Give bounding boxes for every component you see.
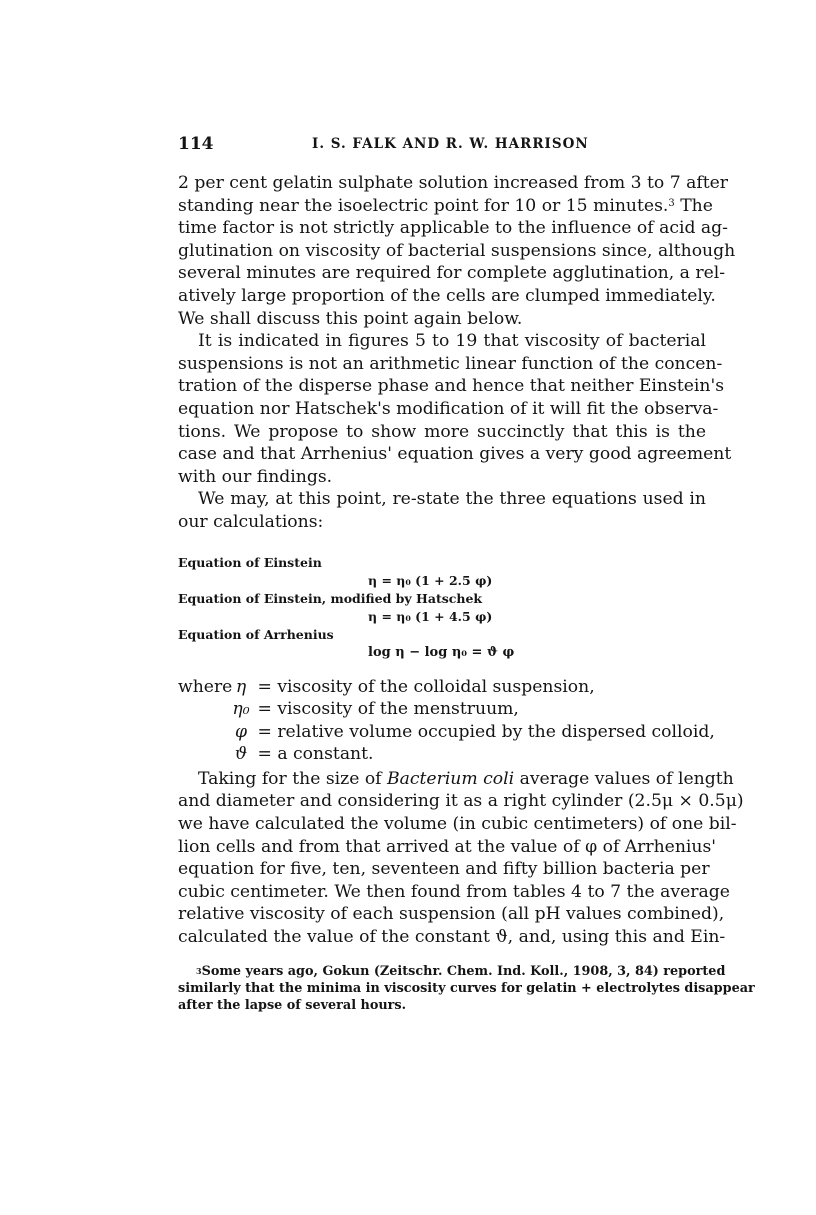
footnote-line: similarly that the minima in viscosity curves for gelatin + electrolytes disappear <box>178 980 755 996</box>
paragraph-4 <box>178 768 744 949</box>
footnote <box>178 963 755 1015</box>
paragraph-3 <box>178 488 706 533</box>
equation-arrhenius: log η − log η₀ = ϑ φ <box>368 644 515 660</box>
footnote-number: 3 <box>196 965 202 976</box>
running-title: I. S. FALK AND R. W. HARRISON <box>312 136 589 152</box>
text-line <box>178 195 713 218</box>
text-line: relative viscosity of each suspension (all pH values combined), <box>178 904 725 925</box>
text-line: equation nor Hatschek's modification of it will fit the observa- <box>178 398 719 419</box>
text-line <box>178 768 734 791</box>
definition-row <box>178 676 706 699</box>
text-line: our calculations: <box>178 511 324 532</box>
page-number: 114 <box>178 134 214 154</box>
text-line: case and that Arrhenius' equation gives a very good agreement <box>178 444 732 465</box>
text-fragment: standing near the isoelectric point for 10 or 15 minutes. <box>178 195 669 216</box>
text-line: We shall discuss this point again below. <box>178 308 523 329</box>
text-line: It is indicated in figures 5 to 19 that viscosity of bacterial <box>198 331 706 352</box>
equation-label-einstein: Equation of Einstein <box>178 554 322 570</box>
text-line: 2 per cent gelatin sulphate solution increased from 3 to 7 after <box>178 173 728 193</box>
text-line: We may, at this point, re-state the three equations used in <box>198 489 706 510</box>
paragraph-1 <box>178 172 736 330</box>
body-text <box>178 172 736 534</box>
equations-block <box>178 554 706 662</box>
text-line: and diameter and considering it as a right cylinder (2.5μ × 0.5μ) <box>178 791 744 812</box>
text-fragment: Some years ago, Gokun (Zeitschr. Chem. Ind. Koll., 1908, 3, 84) reported <box>201 963 726 979</box>
text-line: we have calculated the volume (in cubic centimeters) of one bil- <box>178 814 737 835</box>
text-line: cubic centimeter. We then found from tables 4 to 7 the average <box>178 881 730 902</box>
text-fragment: Taking for the size of <box>198 768 388 789</box>
text-line: glutination on viscosity of bacterial suspensions since, although <box>178 240 736 261</box>
definition-row <box>178 743 706 766</box>
text-fragment: The <box>674 195 713 216</box>
text-line: tration of the disperse phase and hence that neither Einstein's <box>178 376 725 397</box>
page-body <box>178 134 755 1014</box>
text-line: lion cells and from that arrived at the value of φ of Arrhenius' <box>178 836 717 857</box>
symbol-definitions <box>178 676 715 766</box>
text-line: suspensions is not an arithmetic linear function of the concen- <box>178 353 723 374</box>
paragraph-2 <box>178 330 732 488</box>
text-line: equation for five, ten, seventeen and fifty billion bacteria per <box>178 859 710 880</box>
equation-label-hatschek: Equation of Einstein, modified by Hatschek <box>178 590 483 606</box>
text-line: with our findings. <box>178 466 333 487</box>
definition-text: = relative volume occupied by the dispersed colloid, <box>257 721 715 742</box>
text-line: time factor is not strictly applicable to the influence of acid ag- <box>178 218 728 239</box>
species-name: Bacterium coli <box>387 768 515 789</box>
definition-text: = viscosity of the colloidal suspension, <box>257 676 595 697</box>
symbol: η₀ <box>232 699 250 720</box>
equation-hatschek: η = η₀ (1 + 4.5 φ) <box>368 608 493 624</box>
equation-einstein: η = η₀ (1 + 2.5 φ) <box>368 572 493 588</box>
running-head <box>178 134 706 160</box>
equation-label-arrhenius: Equation of Arrhenius <box>178 626 334 642</box>
text-line: atively large proportion of the cells are clumped immediately. <box>178 285 716 306</box>
text-fragment: average values of length <box>514 768 734 789</box>
symbol: η <box>235 676 247 697</box>
symbol: φ <box>234 721 248 742</box>
definition-row <box>178 698 706 721</box>
footnote-line <box>178 963 726 980</box>
body-text-2 <box>178 768 744 949</box>
where-word: where <box>178 676 233 697</box>
footnote-mark: 3 <box>668 197 675 209</box>
definition-row <box>178 721 715 744</box>
footnote-line: after the lapse of several hours. <box>178 998 407 1014</box>
text-line: calculated the value of the constant ϑ, and, using this and Ein- <box>178 927 726 948</box>
text-line: tions. We propose to show more succinctly that this is the <box>178 421 706 442</box>
symbol: ϑ <box>234 744 248 765</box>
definition-text: = viscosity of the menstruum, <box>257 699 519 720</box>
definition-text: = a constant. <box>257 744 374 765</box>
text-line: several minutes are required for complete agglutination, a rel- <box>178 263 726 284</box>
